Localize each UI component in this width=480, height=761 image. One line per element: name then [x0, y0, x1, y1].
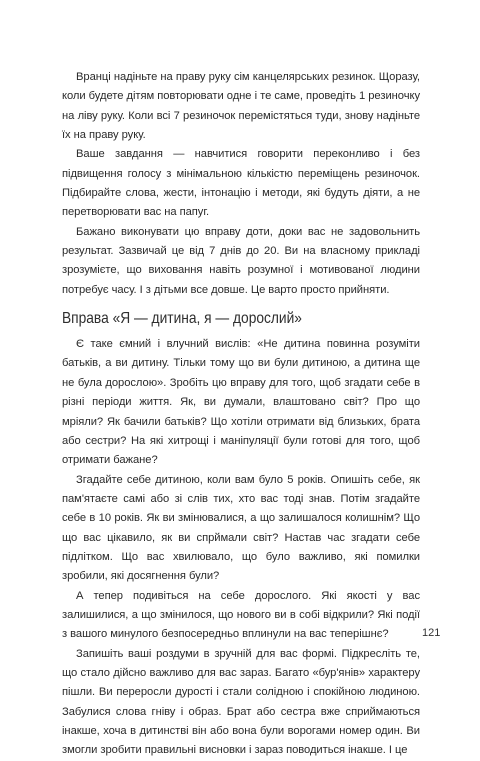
paragraph-saying: Є таке ємний і влучний вислів: «Не дитина повинна розуміти батьків, а ви дитину. Тільки тому що ви були дитиною, а дитина ще не була дорослою». Зробіть цю вправу для того, щоб згадати себе в різні періоди життя. Як, ви думали, влаштовано світ? Про що мріяли? Як бачили батьків? Що хотіли отримати від близьких, брата або сестри? На які хитрощі і маніпуляції були готові для того, щоб отримати бажане?: [62, 338, 420, 467]
page-number: 121: [422, 627, 441, 639]
book-page-body: [62, 68, 420, 761]
section-heading: Вправа «Я — дитина, я — дорослий»: [62, 310, 302, 328]
paragraph-remember-childhood: Згадайте себе дитиною, коли вам було 5 років. Опишіть себе, як пам'ятаєте самі або зі слів тих, хто вас тоді знав. Потім згадайте себе в 10 років. Як ви змінювалися, а що залишалося колишнім? Що що вас цікавило, як ви спрймали світ? Настав час згадати себе підлітком. Що вас хвилювало, що було важливо, які помилки зробили, які досягнення були?: [62, 473, 420, 583]
paragraph-write-thoughts: Запишіть ваші роздуми в зручній для вас формі. Підкресліть те, що стало дійсно важливо для вас зараз. Багато «бур'янів» характеру пішли. Ви переросли дурості і стали солідною і спокійною людиною. Забулися слова гніву і образ. Брат або сестра вже сприймаються інакше, хоча в дитинстві він або вона були ворогами номер один. Ви змогли зробити правильні висновки і зараз поводиться інакше. І це: [62, 647, 420, 757]
paragraph-rubber-bands: Вранці надіньте на праву руку сім канцелярських резинок. Щоразу, коли будете дітям повторювати одне і те саме, проведіть 1 резиночку на ліву руку. Коли всі 7 резиночок перемістяться туди, знову надіньте їх на праву руку.: [62, 71, 420, 142]
paragraph-your-task: Ваше завдання — навчитися говорити переконливо і без підвищення голосу з мінімальною кількістю переміщень резиночок. Підбирайте слова, жести, інтонацію і методи, які будуть діяти, а не перетворювати вас на папуг.: [62, 148, 420, 219]
paragraph-adult-self: А тепер подивіться на себе дорослого. Які якості у вас залишилися, а що змінилося, що нового ви в собі відкрили? Які події з вашого минулого безпосередньо вплинули на вас теперішнє?: [62, 589, 420, 641]
paragraph-duration: Бажано виконувати цю вправу доти, доки вас не задовольнить результат. Зазвичай це від 7 днів до 20. Ви на власному прикладі зрозумієте, що виховання навіть розумної і мотивованої людини потребує часу. І з дітьми все довше. Це варто просто прийняти.: [62, 225, 420, 296]
